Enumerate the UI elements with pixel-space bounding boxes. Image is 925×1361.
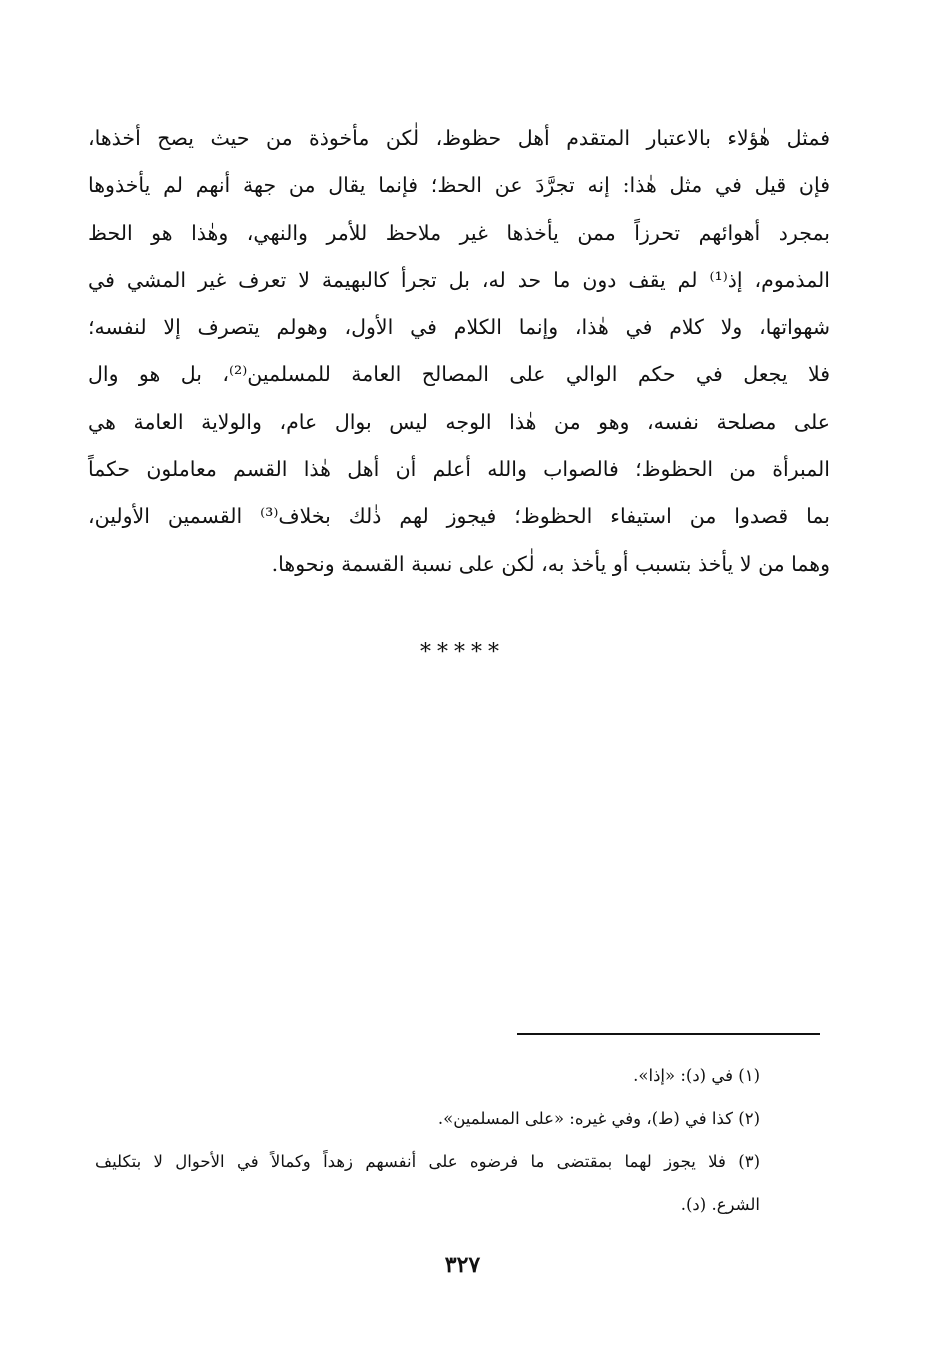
footnote-2: (٢) كذا في (ط)، وفي غيره: «على المسلمين».: [437, 1109, 760, 1128]
body-line: على مصلحة نفسه، وهو من هٰذا الوجه ليس بوال عام، والولاية العامة هي: [88, 409, 830, 434]
body-line: بما قصدوا من استيفاء الحظوظ؛ فيجوز لهم ذٰلك بخلاف⁽³⁾ القسمين الأولين،: [88, 504, 830, 529]
body-line: فإن قيل في مثل هٰذا: إنه تجرَّدَ عن الحظ؛ فإنما يقال من جهة أنهم لم يأخذوها: [88, 173, 830, 198]
body-line: المبرأة من الحظوظ؛ فالصواب والله أعلم أن أهل هٰذا القسم معاملون حكماً: [88, 457, 830, 482]
body-line: شهواتها، ولا كلام في هٰذا، وإنما الكلام في الأول، وهولم يتصرف إلا لنفسه؛: [88, 315, 830, 340]
body-line: فلا يجعل في حكم الوالي على المصالح العامة للمسلمين⁽²⁾، بل هو وال: [88, 362, 831, 387]
footnote-divider: [517, 1033, 820, 1035]
body-line-last: وهما من لا يأخذ بتسبب أو يأخذ به، لٰكن على نسبة القسمة ونحوها.: [271, 551, 830, 576]
section-separator: *****: [420, 640, 505, 665]
footnote-3-continuation: الشرع. (د).: [680, 1195, 760, 1214]
body-line: المذموم، إذ⁽¹⁾ لم يقف دون ما حد له، بل تجرأ كالبهيمة لا تعرف غير المشي في: [88, 267, 830, 292]
footnote-1: (١) في (د): «إذا».: [633, 1066, 760, 1085]
body-line: فمثل هٰؤلاء بالاعتبار المتقدم أهل حظوظ، لٰكن مأخوذة من حيث يصح أخذها،: [88, 126, 830, 150]
footnotes: [95, 1054, 760, 1226]
body-line: بمجرد أهوائهم تحرزاً ممن يأخذها غير ملاحظ للأمر والنهي، وهٰذا هو الحظ: [88, 220, 830, 245]
body-text: [88, 115, 830, 588]
page-number: ٣٢٧: [444, 1252, 481, 1278]
footnote-3: (٣) فلا يجوز لهما بمقتضى ما فرضوه على أنفسهم زهداً وكمالاً في الأحوال لا بتكليف: [95, 1152, 760, 1171]
